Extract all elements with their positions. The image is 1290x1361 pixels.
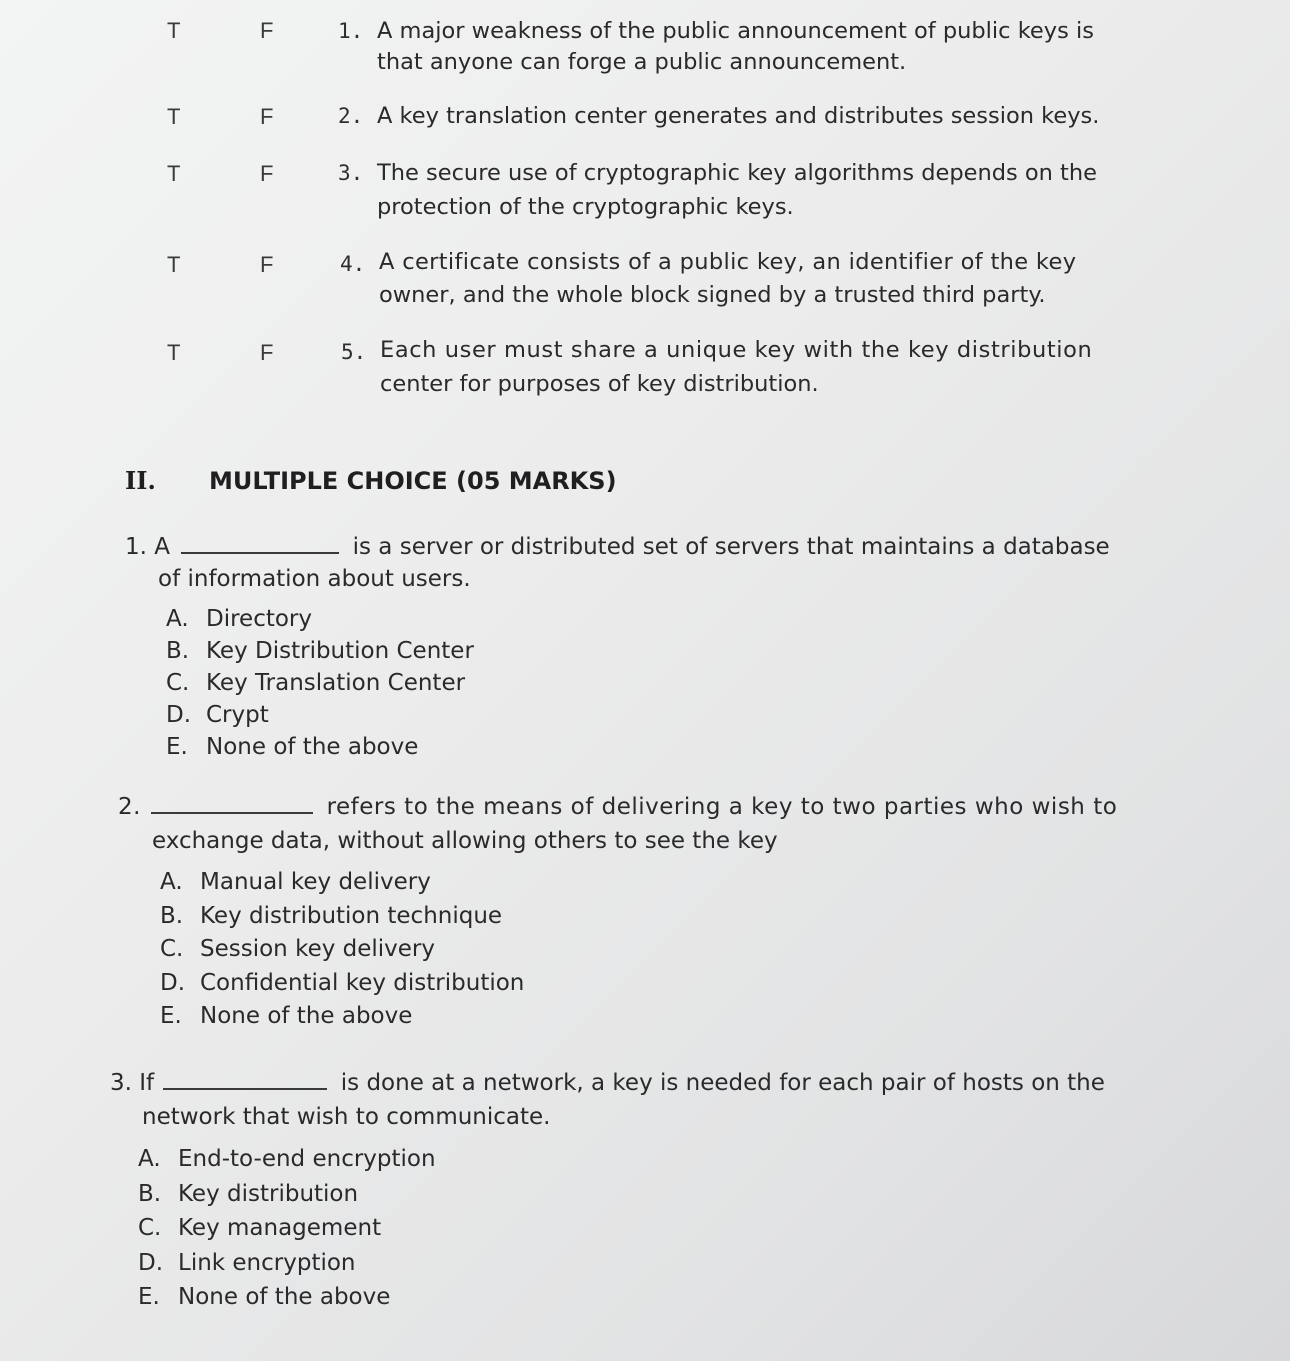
option-list xyxy=(138,1142,436,1315)
answer-blank[interactable] xyxy=(151,794,313,814)
section-heading xyxy=(125,466,617,495)
option-b[interactable]: B. Key distribution technique xyxy=(160,902,503,929)
option-d[interactable]: D. Crypt xyxy=(166,702,269,728)
option-e[interactable]: E. None of the above xyxy=(138,1284,391,1310)
question-number: 4. xyxy=(340,252,366,276)
option-c[interactable]: C. Session key delivery xyxy=(160,936,435,962)
question-text-line1: A major weakness of the public announcement of public keys is xyxy=(377,18,1094,44)
question-prefix: 1. A xyxy=(125,534,170,560)
true-option[interactable]: T xyxy=(167,161,181,186)
option-d[interactable]: D. Confidential key distribution xyxy=(160,969,525,996)
question-stem-line2: of information about users. xyxy=(158,566,471,592)
question-number: 2. xyxy=(338,104,364,128)
question-stem xyxy=(110,1066,1105,1100)
true-option[interactable]: T xyxy=(167,104,181,129)
false-option[interactable]: F xyxy=(260,104,274,129)
true-option[interactable]: T xyxy=(167,340,181,365)
answer-blank[interactable] xyxy=(163,1070,327,1090)
question-text: is a server or distributed set of servers that maintains a database xyxy=(352,534,1110,560)
question-text-line1: Each user must share a unique key with the key distribution xyxy=(380,337,1093,363)
question-text: is done at a network, a key is needed for each pair of hosts on the xyxy=(340,1070,1105,1096)
option-list xyxy=(160,866,524,1034)
question-text-line2: protection of the cryptographic keys. xyxy=(377,194,794,220)
question-text-line2: owner, and the whole block signed by a trusted third party. xyxy=(379,282,1046,308)
false-option[interactable]: F xyxy=(260,252,274,277)
question-stem-line2: network that wish to communicate. xyxy=(142,1104,551,1130)
option-d[interactable]: D. Link encryption xyxy=(138,1249,356,1276)
option-b[interactable]: B. Key Distribution Center xyxy=(166,638,474,664)
question-prefix: 3. If xyxy=(110,1070,155,1096)
question-prefix: 2. xyxy=(118,794,141,820)
true-option[interactable]: T xyxy=(167,252,181,277)
option-e[interactable]: E. None of the above xyxy=(166,734,419,760)
option-a[interactable]: A. Directory xyxy=(166,606,313,632)
true-option[interactable]: T xyxy=(167,18,181,43)
question-text-line1: A key translation center generates and distributes session keys. xyxy=(377,103,1100,129)
question-number: 5. xyxy=(341,340,367,364)
question-stem xyxy=(118,790,1117,824)
option-e[interactable]: E. None of the above xyxy=(160,1003,413,1029)
answer-blank[interactable] xyxy=(181,534,339,554)
question-text: refers to the means of delivering a key to two parties who wish to xyxy=(326,794,1118,820)
question-text-line1: A certificate consists of a public key, an identifier of the key xyxy=(379,249,1077,275)
option-a[interactable]: A. End-to-end encryption xyxy=(138,1146,436,1172)
question-number: 3. xyxy=(338,161,364,185)
option-c[interactable]: C. Key Translation Center xyxy=(166,670,466,696)
section-title: MULTIPLE CHOICE (05 MARKS) xyxy=(209,467,617,495)
question-text-line2: that anyone can forge a public announcement. xyxy=(377,49,907,75)
option-c[interactable]: C. Key management xyxy=(138,1215,382,1241)
option-b[interactable]: B. Key distribution xyxy=(138,1180,359,1207)
option-a[interactable]: A. Manual key delivery xyxy=(160,869,431,895)
false-option[interactable]: F xyxy=(260,340,274,365)
option-list xyxy=(166,603,474,763)
false-option[interactable]: F xyxy=(260,161,274,186)
question-stem-line2: exchange data, without allowing others to see the key xyxy=(152,828,778,854)
false-option[interactable]: F xyxy=(260,18,274,43)
section-number: II. xyxy=(125,466,156,495)
question-text-line2: center for purposes of key distribution. xyxy=(380,371,819,397)
question-number: 1. xyxy=(338,19,364,43)
question-text-line1: The secure use of cryptographic key algorithms depends on the xyxy=(377,160,1097,186)
question-stem xyxy=(125,530,1110,564)
